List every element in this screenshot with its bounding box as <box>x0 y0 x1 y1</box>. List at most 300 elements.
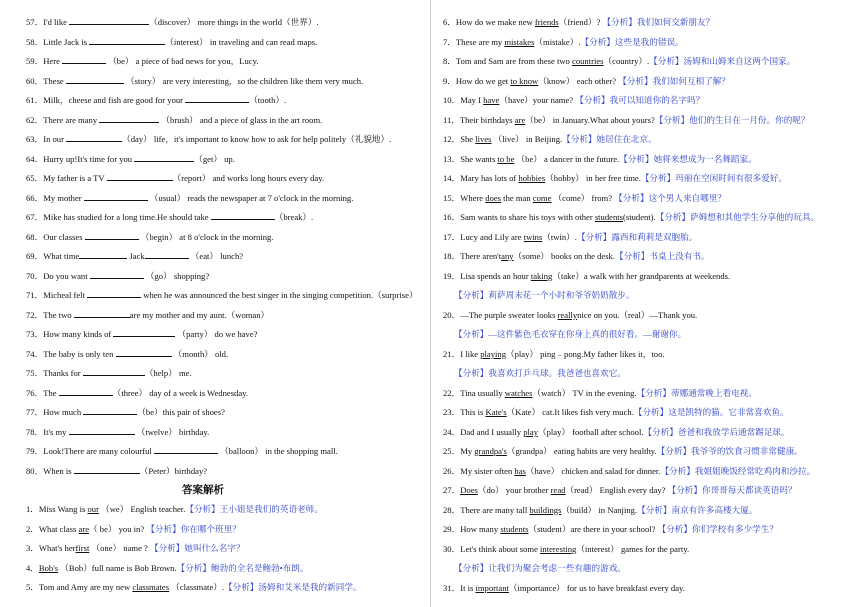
item-number: 19． <box>443 270 461 281</box>
answer-line <box>443 231 697 243</box>
answer-line <box>443 445 803 457</box>
answer-line <box>443 582 685 594</box>
sentence-text: （story） are very interesting，so the children like them very much. <box>123 75 364 86</box>
analysis-translation: 萨姆想和其他学生分享他的玩具。 <box>690 212 820 222</box>
sentence-text: （come） from? <box>551 192 615 203</box>
question-line <box>26 55 258 67</box>
answer-blank[interactable] <box>79 250 127 259</box>
sentence-text: Tom and Amy are my new <box>38 582 133 592</box>
analysis-translation: 莉萨周末花一个小时和爷爷奶奶散步。 <box>488 290 635 300</box>
question-line <box>26 16 319 28</box>
answer-line <box>443 94 704 106</box>
analysis-translation: 南京有许多高楼大厦。 <box>671 504 758 515</box>
sentence-text: May I <box>460 95 484 105</box>
analysis-tag: 【分析】 <box>654 114 690 125</box>
answer-line <box>454 328 686 340</box>
analysis-tag: 【分析】 <box>454 563 489 573</box>
sentence-text: This is <box>460 407 486 417</box>
analysis-translation: 鲍勃的全名是鲍勃•布朗。 <box>210 562 309 573</box>
question-line <box>26 36 317 48</box>
sentence-text: How much <box>43 407 84 417</box>
sentence-text: （discover） more things in the world（世界）. <box>149 17 319 27</box>
sentence-text: （be） a piece of bad news for you，Lucy. <box>106 56 259 66</box>
item-number: 75． <box>26 368 44 378</box>
analysis-translation: 蒂娜通常晚上看电视。 <box>671 387 757 398</box>
answer-line <box>443 153 757 165</box>
question-line <box>26 348 228 360</box>
sentence-text: （balloon） in the shopping mall. <box>217 446 338 456</box>
analysis-translation: 我可以知道你的名字吗？ <box>609 95 705 105</box>
item-number: 61． <box>26 95 44 105</box>
sentence-text: Tina usually <box>460 387 505 398</box>
item-number: 5． <box>26 582 39 592</box>
sentence-text: （know） each other? <box>538 75 619 86</box>
sentence-text: （Kate） cat.It likes fish very much. <box>506 407 634 417</box>
sentence-text: My sister often <box>460 465 515 476</box>
analysis-tag: 【分析】 <box>656 446 692 456</box>
sentence-text: She <box>460 134 476 144</box>
sentence-text: How do we get <box>455 75 511 86</box>
answer-word: Bob's <box>38 562 59 573</box>
item-number: 69． <box>26 251 44 261</box>
analysis-translation: 这个男人来自哪里？ <box>648 192 726 203</box>
analysis-translation: 这是凯特的猫。它非常喜欢鱼。 <box>668 407 789 417</box>
question-line <box>26 309 269 321</box>
analysis-tag: 【分析】 <box>643 426 678 437</box>
sentence-text: （friend）? <box>558 17 603 27</box>
sentence-text: （student）are there in your school? <box>528 524 658 534</box>
analysis-tag: 【分析】 <box>640 173 676 183</box>
item-number: 74． <box>26 348 44 359</box>
answer-blank[interactable] <box>66 133 122 142</box>
sentence-text: （party） do we have? <box>175 329 258 339</box>
sentence-text: How many <box>460 524 501 534</box>
answer-word: friends <box>534 17 559 27</box>
answer-blank[interactable] <box>90 270 144 279</box>
answer-line <box>443 543 689 555</box>
item-number: 31． <box>443 582 461 593</box>
item-number: 57． <box>26 17 44 27</box>
sentence-text: Miss Wang is <box>38 504 88 514</box>
analysis-translation: 她叫什么名字？ <box>184 543 245 553</box>
item-number: 68． <box>26 231 44 242</box>
answer-line <box>443 211 819 223</box>
analysis-translation: 你哥哥每天都读英语吗？ <box>702 485 797 495</box>
sentence-text: （interest） games for the party. <box>576 543 690 554</box>
answer-word: mistakes <box>504 36 535 47</box>
sentence-text: nice on you.（real）—Thank you. <box>577 309 698 320</box>
item-number: 27． <box>443 485 461 495</box>
question-line <box>26 94 286 106</box>
item-number: 60． <box>26 75 44 86</box>
answer-line <box>454 562 626 574</box>
answer-blank[interactable] <box>116 348 172 357</box>
sentence-text: （begin） at 8 o'clock in the morning. <box>138 231 274 242</box>
sentence-text: （Peter）birthday? <box>139 465 208 476</box>
analysis-translation: 书桌上没有书。 <box>649 251 710 261</box>
question-line <box>26 172 324 184</box>
answer-line <box>443 114 810 126</box>
analysis-tag: 【分析】 <box>454 368 489 378</box>
item-number: 2． <box>26 523 39 534</box>
sentence-text: （play） ping﹣pong.My father likes it，too. <box>506 348 665 359</box>
sentence-text: Let's think about some <box>460 543 541 554</box>
question-line <box>26 75 363 87</box>
answer-line <box>443 133 657 145</box>
sentence-text: （build） in Nanjing. <box>561 504 638 515</box>
question-line <box>26 114 322 126</box>
sentence-text: （classmate）. <box>169 582 224 592</box>
item-number: 13． <box>443 153 461 164</box>
answer-blank[interactable] <box>69 16 149 25</box>
item-number: 12． <box>443 134 461 144</box>
answer-word: are <box>78 523 90 534</box>
sentence-text: （be） a dancer in the future. <box>514 153 620 164</box>
answer-line <box>443 465 815 477</box>
answer-blank[interactable] <box>74 309 130 318</box>
answer-word: Kate's <box>485 407 507 417</box>
item-number: 29． <box>443 524 461 534</box>
answer-line <box>26 562 308 574</box>
sentence-text: I like <box>460 348 481 359</box>
answer-line <box>454 289 635 301</box>
answer-word: really <box>557 309 578 320</box>
analysis-translation: 露西和莉莉是双胞胎。 <box>611 231 698 242</box>
question-line <box>26 133 391 145</box>
item-number: 23． <box>443 407 461 417</box>
answer-word: to be <box>497 153 515 164</box>
analysis-translation: 他们的生日在一月份。你的呢？ <box>689 114 810 125</box>
answer-blank[interactable] <box>185 94 249 103</box>
answer-line <box>443 387 757 399</box>
analysis-translation: 我爷爷的饮食习惯非常健康。 <box>691 446 803 456</box>
sentence-text: Here <box>43 56 63 66</box>
analysis-tag: 【分析】 <box>185 504 220 514</box>
sentence-text: （some） books on the desk. <box>513 251 615 261</box>
answer-line <box>443 55 795 67</box>
sentence-text: （have） chicken and salad for dinner. <box>525 465 661 476</box>
answer-word: grandpa's <box>474 446 507 456</box>
answer-line <box>443 406 789 418</box>
item-number: 65． <box>26 173 44 183</box>
sentence-text: The <box>43 387 59 398</box>
sentence-text: （ be） you in? <box>89 523 147 534</box>
sentence-text: Where <box>460 192 486 203</box>
answer-word: taking <box>530 270 553 281</box>
analysis-translation: 她将来想成为一名舞蹈家。 <box>653 153 757 164</box>
answer-word: interesting <box>540 543 577 554</box>
analysis-tag: 【分析】 <box>150 543 185 553</box>
item-number: 77． <box>26 407 44 417</box>
answer-word: important <box>475 582 509 593</box>
sentence-text: （help） me. <box>144 368 192 378</box>
sentence-text: （eat） lunch? <box>188 251 244 261</box>
answer-line <box>443 484 797 496</box>
sentence-text: It is <box>460 582 476 593</box>
answer-blank[interactable] <box>134 153 194 162</box>
sentence-text: Do you want <box>43 270 90 281</box>
item-number: 66． <box>26 192 44 203</box>
sentence-text: Look!There are many colourful <box>43 446 154 456</box>
answer-line <box>454 367 626 379</box>
sentence-text: （break）. <box>274 212 314 222</box>
sentence-text: Our classes <box>43 231 85 242</box>
sentence-text: There aren't <box>460 251 502 261</box>
analysis-tag: 【分析】 <box>636 387 671 398</box>
analysis-translation: 她居住在北京。 <box>596 134 657 144</box>
analysis-tag: 【分析】 <box>580 36 615 47</box>
answer-word: countries <box>572 56 604 66</box>
question-line <box>26 250 243 262</box>
sentence-text: Mary has lots of <box>460 173 519 183</box>
sentence-text: There are many <box>43 114 100 125</box>
analysis-translation: —这件紫色毛衣穿在你身上真的很好看。—谢谢你。 <box>488 329 687 339</box>
answer-word: twins <box>523 231 543 242</box>
analysis-tag: 【分析】 <box>575 95 610 105</box>
sentence-text: （tooth）. <box>249 95 287 105</box>
sentence-text: These are my <box>455 36 505 47</box>
answer-line <box>443 250 710 262</box>
answer-line <box>443 36 684 48</box>
analysis-translation: 这些是我的错误。 <box>614 36 684 47</box>
analysis-tag: 【分析】 <box>454 290 489 300</box>
answer-word: come <box>532 192 552 203</box>
answer-blank[interactable] <box>74 465 140 474</box>
sentence-text: —The purple sweater looks <box>460 309 558 320</box>
answer-word: to know <box>510 75 539 86</box>
sentence-text: When is <box>43 465 74 476</box>
item-number: 71． <box>26 290 44 300</box>
analysis-translation: 你在哪个班里？ <box>180 523 241 534</box>
sentence-text: Jack <box>127 251 145 261</box>
analysis-translation: 汤姆和山姆来自这两个国家。 <box>683 56 796 66</box>
sentence-text: （be）this pair of shoes? <box>137 407 225 417</box>
analysis-tag: 【分析】 <box>562 134 597 144</box>
item-number: 15． <box>443 192 461 203</box>
answer-line <box>443 16 714 28</box>
sentence-text: （three） day of a week is Wednesday. <box>112 387 249 398</box>
sentence-text: （Bob）full name is Bob Brown. <box>58 562 177 573</box>
sentence-text: Lucy and Lily are <box>460 231 524 242</box>
answer-line <box>26 523 241 535</box>
item-number: 80． <box>26 465 44 476</box>
question-line <box>26 153 235 165</box>
answer-blank[interactable] <box>113 328 175 337</box>
answer-line <box>26 542 245 554</box>
sentence-text: What class <box>38 523 79 534</box>
answer-blank[interactable] <box>59 387 113 396</box>
answer-blank[interactable] <box>145 250 189 259</box>
question-line <box>26 367 192 379</box>
answer-blank[interactable] <box>84 192 148 201</box>
answer-word: has <box>514 465 526 476</box>
sentence-text: （twelve） birthday. <box>134 426 210 437</box>
item-number: 20． <box>443 309 461 320</box>
item-number: 10． <box>443 95 461 105</box>
item-number: 18． <box>443 251 461 261</box>
analysis-tag: 【分析】 <box>176 562 211 573</box>
question-line <box>26 231 273 243</box>
answer-line <box>443 192 726 204</box>
analysis-translation: 你们学校有多少学生？ <box>691 524 778 534</box>
answer-line <box>443 75 730 87</box>
sentence-text: What's her <box>38 543 76 553</box>
analysis-tag: 【分析】 <box>614 192 649 203</box>
item-number: 59． <box>26 56 44 66</box>
item-number: 79． <box>26 446 44 456</box>
analysis-tag: 【分析】 <box>454 329 489 339</box>
item-number: 4． <box>26 562 39 573</box>
answer-blank[interactable] <box>69 426 135 435</box>
answer-word: playing <box>480 348 507 359</box>
item-number: 30． <box>443 543 461 554</box>
sentence-text: （interest） in traveling and can read maps. <box>165 36 318 47</box>
sentence-text: （usual） reads the newspaper at 7 o'clock in the morning. <box>147 192 354 203</box>
sentence-text: （watch） TV in the evening. <box>532 387 637 398</box>
analysis-tag: 【分析】 <box>576 231 612 242</box>
sentence-text: What time <box>43 251 80 261</box>
sentence-text: Milk，cheese and fish are good for your <box>43 95 186 105</box>
sentence-text: Their birthdays <box>459 114 515 125</box>
sentence-text: （importance） for us to have breakfast every day. <box>508 582 685 593</box>
sentence-text: My mother <box>43 192 84 203</box>
item-number: 16． <box>443 212 461 222</box>
item-number: 6． <box>443 17 456 27</box>
answer-word: have <box>483 95 500 105</box>
sentence-text: (student). <box>623 212 656 222</box>
question-line <box>26 211 313 223</box>
sentence-text: I'd like <box>43 17 70 27</box>
item-number: 78． <box>26 426 44 437</box>
answer-word: our <box>87 504 99 514</box>
answer-line <box>26 581 362 593</box>
item-number: 9． <box>443 75 456 86</box>
sentence-text: （take）a walk with her grandparents at weekends. <box>552 270 731 281</box>
item-number: 76． <box>26 387 44 398</box>
analysis-tag: 【分析】 <box>224 582 259 592</box>
question-line <box>26 406 225 418</box>
answer-word: Does <box>460 485 478 495</box>
answer-word: any <box>501 251 514 261</box>
item-number: 25． <box>443 446 461 456</box>
sentence-text: My <box>460 446 475 456</box>
answer-line <box>443 270 730 282</box>
answer-blank[interactable] <box>83 367 145 376</box>
answer-blank[interactable] <box>87 289 141 298</box>
analysis-translation: 我们如何互相了解？ <box>652 75 730 86</box>
analysis-tag: 【分析】 <box>146 523 181 534</box>
sentence-text: （brush） and a piece of glass in the art room. <box>159 114 323 125</box>
item-number: 70． <box>26 270 44 281</box>
answer-blank[interactable] <box>211 211 275 220</box>
analysis-tag: 【分析】 <box>657 524 692 534</box>
item-number: 72． <box>26 309 44 320</box>
answer-blank[interactable] <box>154 445 218 454</box>
analysis-tag: 【分析】 <box>619 153 654 164</box>
sentence-text: There are many tall <box>460 504 530 515</box>
analysis-tag: 【分析】 <box>618 75 653 86</box>
answer-word: watches <box>504 387 533 398</box>
sentence-text: （read） English every day? <box>565 485 668 495</box>
answer-line <box>443 426 790 438</box>
analysis-translation: 我姐姐晚饭经常吃鸡肉和沙拉。 <box>694 465 816 476</box>
sentence-text: Thanks for <box>43 368 83 378</box>
sentence-text: （grandpa） eating habits are very healthy. <box>506 446 657 456</box>
item-number: 58． <box>26 36 44 47</box>
answer-word: first <box>75 543 90 553</box>
answer-blank[interactable] <box>99 114 159 123</box>
question-line <box>26 426 209 438</box>
answer-word: are <box>514 114 526 125</box>
sentence-text: （country）. <box>603 56 650 66</box>
sentence-text: Little Jack is <box>43 36 90 47</box>
analysis-tag: 【分析】 <box>655 212 691 222</box>
analysis-translation: 玛丽在空闲时间有很多爱好。 <box>675 173 788 183</box>
sentence-text: （one） name ? <box>89 543 150 553</box>
answer-blank[interactable] <box>85 231 139 240</box>
item-number: 63． <box>26 134 44 144</box>
question-line <box>26 270 209 282</box>
question-line <box>26 192 353 204</box>
sentence-text: The baby is only ten <box>43 348 116 359</box>
sentence-text: These <box>43 75 66 86</box>
column-divider <box>430 0 431 607</box>
sentence-text: My father is a TV <box>43 173 107 183</box>
item-number: 62． <box>26 114 44 125</box>
item-number: 8． <box>443 56 456 66</box>
answer-line <box>443 172 787 184</box>
question-line <box>26 387 248 399</box>
sentence-text: （month） old. <box>171 348 229 359</box>
answer-blank[interactable] <box>83 406 137 415</box>
item-number: 3． <box>26 543 39 553</box>
answer-blank[interactable] <box>62 55 106 64</box>
sentence-text: （be） in January.What about yours? <box>525 114 655 125</box>
item-number: 1． <box>26 504 39 514</box>
answer-heading: 答案解析 <box>182 485 224 496</box>
sentence-text: Hurry up!It's time for you <box>43 153 135 164</box>
answer-blank[interactable] <box>107 172 173 181</box>
sentence-text: （live） in Beijing. <box>491 134 563 144</box>
answer-word: read <box>550 485 566 495</box>
item-number: 22． <box>443 387 461 398</box>
answer-word: buildings <box>529 504 562 515</box>
sentence-text: She wants <box>460 153 498 164</box>
answer-line <box>443 523 778 535</box>
sentence-text: Sam wants to share his toys with other <box>460 212 595 222</box>
answer-blank[interactable] <box>89 36 165 45</box>
sentence-text: （go） shopping? <box>143 270 210 281</box>
question-line <box>26 328 257 340</box>
item-number: 28． <box>443 504 461 515</box>
item-number: 24． <box>443 426 461 437</box>
sentence-text: The two <box>43 309 74 320</box>
question-line <box>26 465 207 477</box>
answer-word: students <box>594 212 623 222</box>
sentence-text: Tom and Sam are from these two <box>455 56 573 66</box>
sentence-text: （have）your name? <box>499 95 576 105</box>
sentence-text: （hobby） in her free time. <box>545 173 641 183</box>
question-line <box>26 445 338 457</box>
analysis-translation: 爸爸和我放学后通常踢足球。 <box>677 426 790 437</box>
sentence-text: （twin）. <box>542 231 577 242</box>
sentence-text: Lisa spends an hour <box>460 270 531 281</box>
answer-line <box>443 504 757 516</box>
answer-word: classmates <box>132 582 170 592</box>
analysis-translation: 王小姐是我们的英语老师。 <box>219 504 323 514</box>
answer-blank[interactable] <box>66 75 124 84</box>
sentence-text: when he was announced the best singer in the singing competition.（surprise） <box>141 290 418 300</box>
